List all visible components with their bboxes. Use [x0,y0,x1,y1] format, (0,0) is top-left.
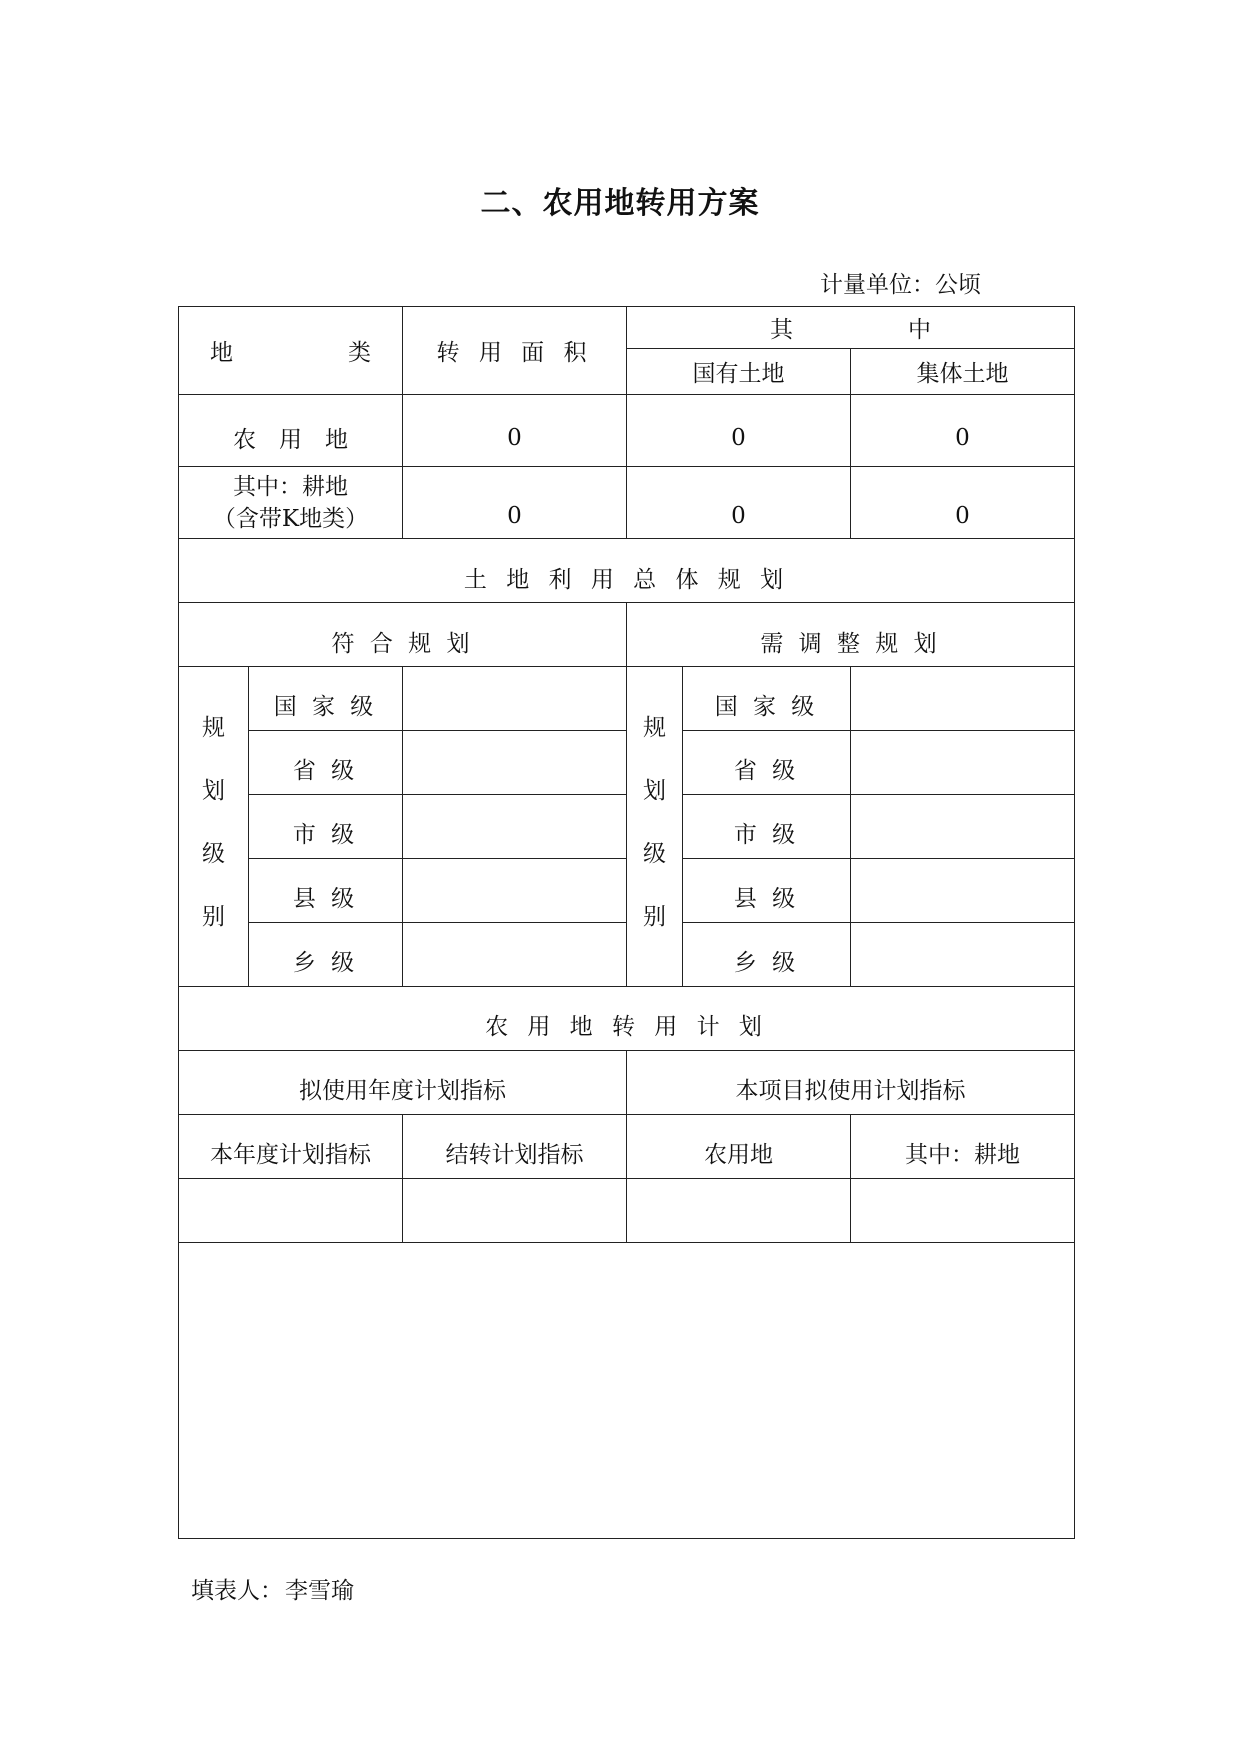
cultivated-value[interactable] [851,1179,1075,1243]
row-cultivated-label-line1: 其中：耕地 [233,473,348,500]
row-farmland-area: 0 [403,395,627,467]
header-collective-land: 集体土地 [851,349,1075,395]
adjust-value-city[interactable] [851,795,1075,859]
adjust-level-province: 省 级 [683,731,851,795]
header-area: 转 用 面 积 [403,307,627,395]
this-year-header: 本年度计划指标 [179,1115,403,1179]
filler-name: 李雪瑜 [285,1578,354,1604]
level-char: 级 [202,841,225,867]
annual-indicator-header: 拟使用年度计划指标 [179,1051,627,1115]
conform-level-county: 县 级 [249,859,403,923]
conform-level-township: 乡 级 [249,923,403,987]
level-char: 规 [202,715,225,741]
farmland-value[interactable] [627,1179,851,1243]
adjust-level-national: 国 家 级 [683,667,851,731]
adjust-value-national[interactable] [851,667,1075,731]
conversion-plan-table [178,306,1075,1539]
level-char: 别 [643,904,666,930]
row-cultivated-area: 0 [403,467,627,539]
conform-level-label [179,667,249,987]
row-cultivated-label-line2: （含带K地类） [212,505,369,532]
row-cultivated-collective: 0 [851,467,1075,539]
row-farmland-collective: 0 [851,395,1075,467]
conform-value-city[interactable] [403,795,627,859]
conform-level-province: 省 级 [249,731,403,795]
page-title: 二、农用地转用方案 [480,186,760,221]
adjust-level-city: 市 级 [683,795,851,859]
project-indicator-header: 本项目拟使用计划指标 [627,1051,1075,1115]
row-cultivated-state: 0 [627,467,851,539]
row-cultivated-label [179,467,403,539]
planning-section-title: 土 地 利 用 总 体 规 划 [179,539,1075,603]
carryover-header: 结转计划指标 [403,1115,627,1179]
level-char: 划 [643,778,666,804]
adjust-plan-header: 需 调 整 规 划 [627,603,1075,667]
header-state-land: 国有土地 [627,349,851,395]
unit-label: 计量单位：公顷 [820,272,981,298]
adjust-level-county: 县 级 [683,859,851,923]
carryover-value[interactable] [403,1179,627,1243]
conform-value-county[interactable] [403,859,627,923]
cultivated-header: 其中：耕地 [851,1115,1075,1179]
this-year-value[interactable] [179,1179,403,1243]
adjust-level-township: 乡 级 [683,923,851,987]
level-char: 规 [643,715,666,741]
level-char: 别 [202,904,225,930]
conform-value-national[interactable] [403,667,627,731]
adjust-level-label [627,667,683,987]
header-land-type: 地 类 [179,307,403,395]
conform-level-city: 市 级 [249,795,403,859]
remarks-area[interactable] [179,1243,1075,1539]
adjust-value-province[interactable] [851,731,1075,795]
header-of-which: 其 中 [627,307,1075,349]
row-farmland-label: 农 用 地 [179,395,403,467]
conform-value-province[interactable] [403,731,627,795]
form-filler [189,1572,354,1605]
conversion-section-title: 农 用 地 转 用 计 划 [179,987,1075,1051]
level-char: 级 [643,841,666,867]
conform-level-national: 国 家 级 [249,667,403,731]
adjust-value-county[interactable] [851,859,1075,923]
conform-plan-header: 符 合 规 划 [179,603,627,667]
adjust-value-township[interactable] [851,923,1075,987]
conform-value-township[interactable] [403,923,627,987]
level-char: 划 [202,778,225,804]
farmland-header: 农用地 [627,1115,851,1179]
row-farmland-state: 0 [627,395,851,467]
filler-label: 填表人： [191,1578,283,1604]
